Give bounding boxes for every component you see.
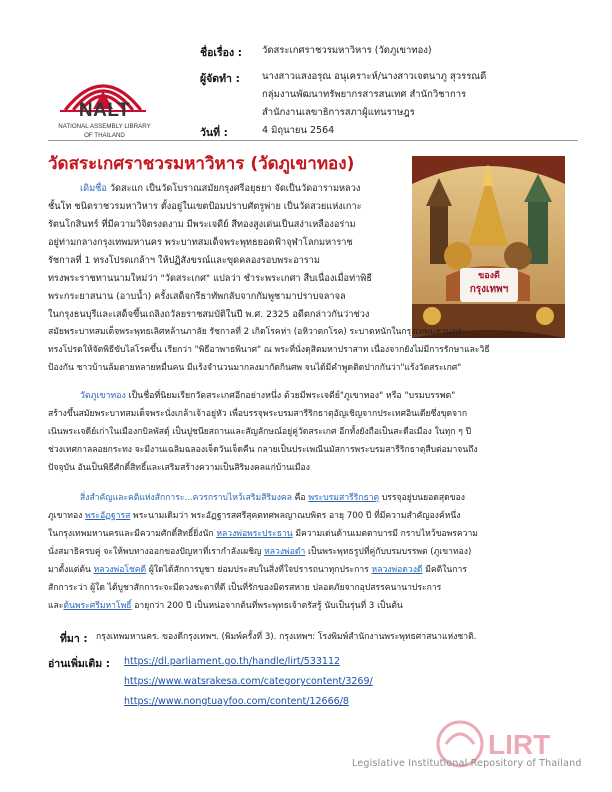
para3-line-6: สักการะว่า ผู้ใด ได้บูชาสักการะจะมีดวงชะตาที่ดี เป็นที่รักของมิตรสหาย ปลอดภัยจากอุปสรรคนานาประการ [48, 583, 442, 593]
subject-label: ชื่อเรื่อง : [200, 47, 242, 59]
para3-text-2c: พระนามเดิมว่า พระอัฏฐารสศรีสุคตทศพลญาณบพิตร อายุ 700 ปี ที่มีความสำคัญองค์หนึ่ง [130, 511, 461, 521]
cover-title-line-1: ของดี [478, 271, 500, 281]
read-more-link-2[interactable]: https://www.watsrakesa.com/categorycontent/3269/ [124, 676, 373, 687]
luang-pho-dam-link[interactable]: หลวงพ่อดำ [264, 547, 306, 557]
logo-subtitle-2: OF THAILAND [84, 132, 125, 139]
author-line-1: นางสาวแสงอรุณ อนุเคราะห์/นางสาวเจตนาภู สุวรรณดี [262, 71, 487, 82]
para2-lead: วัดภูเขาทอง [80, 391, 126, 401]
author-line-2: กลุ่มงานพัฒนาทรัพยากรสารสนเทศ สำนักวิชาการ [262, 89, 467, 100]
para3-text-4c: เป็นพระพุทธรูปที่คู่กับบรมบรรพต (ภูเขาทอง) [305, 547, 472, 557]
para3-line-4 [48, 544, 568, 562]
para2-line-2: สร้างขึ้นสมัยพระบาทสมเด็จพระนั่งเกล้าเจ้าอยู่หัว เพื่อบรรจุพระบรมสารีริกธาตุอัญเชิญจากประเทศอินเดียซึ่งขุดจาก [48, 409, 468, 419]
relic-link[interactable]: พระบรมสารีริกธาตุ [308, 493, 380, 503]
book-cover-illustration [412, 156, 565, 338]
subject-value: วัดสระเกศราชวรมหาวิหาร (วัดภูเขาทอง) [262, 45, 432, 56]
para3-text-3c: มีความเด่นด้านเมตตาบารมี กราบไหว้ขอพรความ [292, 529, 478, 539]
para3-text-3a: ในกรุงเทพมหานครและมีความศักดิ์สิทธิ์ยิ่งนัก [48, 529, 217, 539]
para3-line-7 [48, 598, 568, 616]
logo-text-block [42, 100, 167, 140]
source-label: ที่มา : [60, 633, 88, 645]
para2-text-1: เป็นชื่อที่นิยมเรียกวัดสระเกศอีกอย่างหนึ่ง ด้วยมีพระเจดีย์"ภูเขาทอง" หรือ "บรมบรรพต" [125, 391, 456, 401]
para1-line-10: ทรงโปรดให้จัดพิธีขับไล่โรคขึ้น เรียกว่า "พิธีอาพาธพินาศ" ณ พระที่นั่งดุสิตมหาปราสาท เนื่องจากยังไม่มีการรักษาและวิธี [48, 345, 490, 355]
para1-lead: เดิมชื่อ [80, 183, 107, 194]
cover-title-line-2: กรุงเทพฯ [469, 284, 509, 295]
para3-text-7a: และ [48, 601, 64, 611]
para2-line-4: ช่วงเทศกาลลอยกระทง จะมีงานเฉลิมฉลองเจ็ดวันเจ็ดคืน กลายเป็นประเพณีนมัสการพระบรมสารีริกธาตุสืบต่อมาจนถึง [48, 445, 478, 455]
read-more-link-1[interactable]: https://dl.parliament.go.th/handle/lirt/533112 [124, 656, 341, 667]
source-text: กรุงเทพมหานคร. ของดีกรุงเทพฯ. (พิมพ์ครั้งที่ 3). กรุงเทพฯ: โรงพิมพ์สำนักงานพระพุทธศาสนาแห่งชาติ. [96, 632, 477, 642]
para1-line-8: ในกรุงธนบุรีและเสด็จขึ้นเถลิงถวัลยราชสมบัติในปี พ.ศ. 2325 อดีตกล่าวกันว่าช่วง [48, 309, 370, 320]
para2-line-5: ปัจจุบัน อันเป็นพิธีศักดิ์สิทธิ์และเสริมสร้างความเป็นสิริมงคลแก่บ้านเมือง [48, 463, 310, 473]
para3-text-5a: มาตั้งแต่ต้น [48, 565, 94, 575]
principal-buddha-link[interactable]: หลวงพ่อพระประธาน [216, 529, 293, 539]
para1-line-3: รัตนโกสินทร์ ที่มีความวิจิตรงดงาม มีพระเจดีย์ สีทองสูงเด่นเป็นสง่าเหลืองอร่าม [48, 219, 356, 230]
date-value: 4 มิถุนายน 2564 [262, 125, 335, 136]
date-label: วันที่ : [200, 127, 228, 139]
watermark-text: Legislative Institutional Repository of Thailand [352, 758, 582, 769]
para1-line-4: อยู่ท่ามกลางกรุงเทพมหานคร พระบาทสมเด็จพระพุทธยอดฟ้าจุฬาโลกมหาราช [48, 237, 353, 248]
para1-text-1: วัดสะแก เป็นวัดโบราณสมัยกรุงศรีอยุธยา จัดเป็นวัดอารามหลวง [109, 183, 361, 194]
lirt-mark: LIRT [488, 729, 551, 760]
para3-text-1c: บรรจุอยู่บนยอดสุดของ [379, 493, 465, 503]
para3-text-5e: มีคติในการ [422, 565, 467, 575]
para3-text-7c: อายุกว่า 200 ปี เป็นหน่อจากต้นที่พระพุทธเจ้าตรัสรู้ นับเป็นรุ่นที่ 3 เป็นต้น [131, 601, 403, 611]
para1-line-1 [80, 180, 408, 198]
para3-line-5 [48, 562, 568, 580]
header-divider [48, 140, 578, 141]
para1-line-7: พระกระยาสนาน (อาบน้ำ) ครั้งเสด็จกรีธาทัพกลับจากกัมพูชามาปราบจลาจล [48, 291, 346, 302]
para3-text-4a: นั่งสมาธิครบคู่ จะให้พบทางออกของปัญหาที่เรากำลังเผชิญ [48, 547, 265, 557]
para3-lead: สิ่งสำคัญและคติแห่งสักการะ...ควรกราบไหว้เสริมสิริมงคล [80, 493, 292, 503]
para1-line-5: รัชกาลที่ 1 ทรงโปรดเกล้าฯ ให้ปฏิสังขรณ์และขุดคลองรอบพระอาราม [48, 255, 320, 266]
logo-subtitle-1: NATIONAL ASSEMBLY LIBRARY [58, 123, 151, 130]
para3-line-2 [48, 508, 568, 526]
read-more-link-3[interactable]: https://www.nongtuayfoo.com/content/12666/8 [124, 696, 349, 707]
bodhi-tree-link[interactable]: ต้นพระศรีมหาโพธิ์ [63, 601, 132, 611]
author-line-3: สำนักงานเลขาธิการสภาผู้แทนราษฎร [262, 107, 415, 118]
para3-text-1a: คือ [291, 493, 309, 503]
para1-line-11: ป้องกัน ชาวบ้านล้มตายหลายหมื่นคน มีแร้งจำนวนมากลงมากัดกินศพ จนได้มีคำพูดติดปากกันว่า"แร้งวัดสระเกศ" [48, 363, 462, 373]
logo-name: NALT [78, 100, 131, 121]
para3-line-3 [48, 526, 568, 544]
read-more-label: อ่านเพิ่มเติม : [48, 658, 110, 670]
luang-pho-chokdee-link[interactable]: หลวงพ่อโชคดี [93, 565, 147, 575]
para3-text-5c: ผู้ใดได้สักการบูชา ย่อมประสบในสิ่งที่ใจปรารถนาทุกประการ [146, 565, 372, 575]
luang-pho-duangdee-link[interactable]: หลวงพ่อดวงดี [371, 565, 423, 575]
cover-title [460, 270, 518, 296]
author-label: ผู้จัดทำ : [200, 73, 240, 85]
para1-line-2: ชั้นโท ชนิดราชวรมหาวิหาร ตั้งอยู่ในเขตป้อมปราบศัตรูพ่าย เป็นวัดสวยแห่งเกาะ [48, 201, 362, 212]
book-cover-image [412, 156, 565, 338]
para3-line-1 [80, 490, 570, 508]
attharot-link[interactable]: พระอัฏฐารส [85, 511, 131, 521]
para2-line-1 [80, 388, 570, 406]
para1-line-9: สมัยพระบาทสมเด็จพระพุทธเลิศหล้านภาลัย รัชกาลที่ 2 เกิดโรคห่า (อหิวาตกโรค) ระบาดหนักในกรุงเทพมหานคร [48, 327, 463, 337]
para3-text-2a: ภูเขาทอง [48, 511, 86, 521]
para2-line-3: เนินพระเจดีย์เก่าในเมืองกบิลพัสดุ์ เป็นปูชนียสถานและสัญลักษณ์อยู่คู่วัดสระเกศ อีกทั้งยังถือเป็นสะดือเมือง ในทุก ๆ ปี [48, 427, 472, 437]
para1-line-6: ทรงพระราชทานนามใหม่ว่า "วัดสระเกศ" แปลว่า ชำระพระเกศา สืบเนื่องเมื่อท่าพิธี [48, 273, 372, 284]
page-title: วัดสระเกศราชวรมหาวิหาร (วัดภูเขาทอง) [48, 154, 355, 174]
